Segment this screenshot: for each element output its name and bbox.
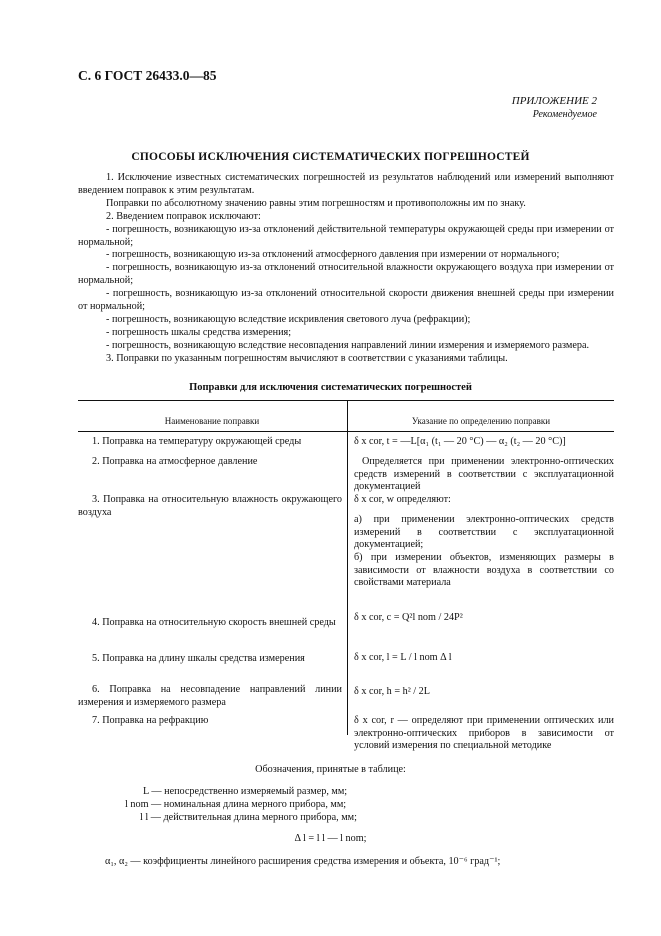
legend-item: l nom — номинальная длина мерного прибора, мм;: [125, 799, 347, 810]
paragraph: - погрешность, возникающую из-за отклонений атмосферного давления при измерении от нормального;: [106, 249, 560, 261]
table-row-formula: δ x cor, c = Q²l nom / 24P²: [354, 612, 463, 623]
table-row-option-b: б) при измерении объектов, изменяющих размеры в зависимости от влажности воздуха в соответствии со свойствами материала: [354, 552, 614, 589]
paragraph: - погрешность, возникающую вследствие искривления светового луча (рефракции);: [106, 313, 471, 325]
page-title: СПОСОБЫ ИСКЛЮЧЕНИЯ СИСТЕМАТИЧЕСКИХ ПОГРЕШНОСТЕЙ: [131, 151, 530, 163]
table-row-formula: δ x cor, t = —L[α₁ (t₁ — 20 °C) — α₂ (t₂ — 20 °C)]: [354, 436, 566, 447]
table-row-name: 2. Поправка на атмосферное давление: [92, 456, 258, 467]
legend-item: l l — действительная длина мерного прибора, мм;: [140, 812, 357, 823]
legend-heading: Обозначения, принятые в таблице:: [255, 764, 406, 775]
legend-equation: Δ l = l l — l nom;: [294, 833, 367, 844]
paragraph: 1. Исключение известных систематических погрешностей из результатов наблюдений или измерений выполняют введением поправок к этим результатам.: [78, 172, 614, 196]
table-top-rule: [78, 400, 614, 401]
table-row-name: 1. Поправка на температуру окружающей среды: [92, 436, 302, 447]
table-row-name: 3. Поправка на относительную влажность окружающего воздуха: [78, 494, 342, 518]
appendix-label: [512, 95, 597, 121]
paragraph: Поправки по абсолютному значению равны этим погрешностям и противоположны им по знаку.: [106, 197, 526, 209]
paragraph: - погрешность, возникающую из-за отклонений относительной скорости движения внешней среды при измерении от нормальной;: [78, 288, 614, 313]
table-row-name: 5. Поправка на длину шкалы средства измерения: [92, 653, 305, 664]
paragraph: 3. Поправки по указанным погрешностям вычисляют в соответствии с указаниями таблицы.: [106, 352, 508, 364]
document-header: С. 6 ГОСТ 26433.0—85: [78, 68, 217, 83]
table-row-lead: δ x cor, w определяют:: [354, 494, 451, 505]
legend-item: α₁, α₂ — коэффициенты линейного расширения средства измерения и объекта, 10⁻⁶ град⁻¹;: [105, 856, 501, 867]
table-row-name: 6. Поправка на несовпадение направлений линии измерения и измеряемого размера: [78, 684, 342, 708]
legend-item: L — непосредственно измеряемый размер, мм;: [143, 786, 348, 797]
table-row-formula: δ x cor, h = h² / 2L: [354, 686, 431, 697]
paragraph: 2. Введением поправок исключают:: [106, 210, 261, 222]
appendix-number: ПРИЛОЖЕНИЕ 2: [511, 95, 597, 107]
table-header-instruction: Указание по определению поправки: [411, 416, 551, 426]
paragraph: - погрешность, возникающую из-за отклонений относительной влажности окружающего воздуха при измерении от нормальной;: [78, 262, 614, 287]
paragraph: - погрешность, возникающую вследствие несовпадения направлений линии измерения и измеряемого размера.: [106, 339, 590, 351]
paragraph: - погрешность шкалы средства измерения;: [106, 326, 292, 338]
paragraph: - погрешность, возникающую из-за отклонений действительной температуры окружающей среды при измерении от нормальной;: [78, 223, 614, 248]
table-header-name: Наименование поправки: [164, 416, 260, 426]
table-row-instruction: δ x cor, r — определяют при применении оптических или электронно-оптических приборов в зависимости от условий измерения по специальной методике: [354, 715, 614, 752]
body-text: [78, 172, 614, 366]
table-column-divider: [347, 400, 348, 735]
appendix-status: Рекомендуемое: [532, 109, 597, 120]
table-header-rule: [78, 431, 614, 432]
table-row-name: 4. Поправка на относительную скорость внешней среды: [92, 617, 336, 628]
table-row-option-a: а) при применении электронно-оптических средств измерений в соответствии с эксплуатационной документацией;: [354, 514, 614, 551]
table-row-instruction: Определяется при применении электронно-оптических средств измерений в соответствии с эксплуатационной документацией: [354, 456, 614, 493]
table-row-formula: δ x cor, l = L / l nom Δ l: [354, 652, 452, 663]
table-title: Поправки для исключения систематических погрешностей: [189, 382, 472, 393]
table-row-name: 7. Поправка на рефракцию: [92, 715, 209, 726]
